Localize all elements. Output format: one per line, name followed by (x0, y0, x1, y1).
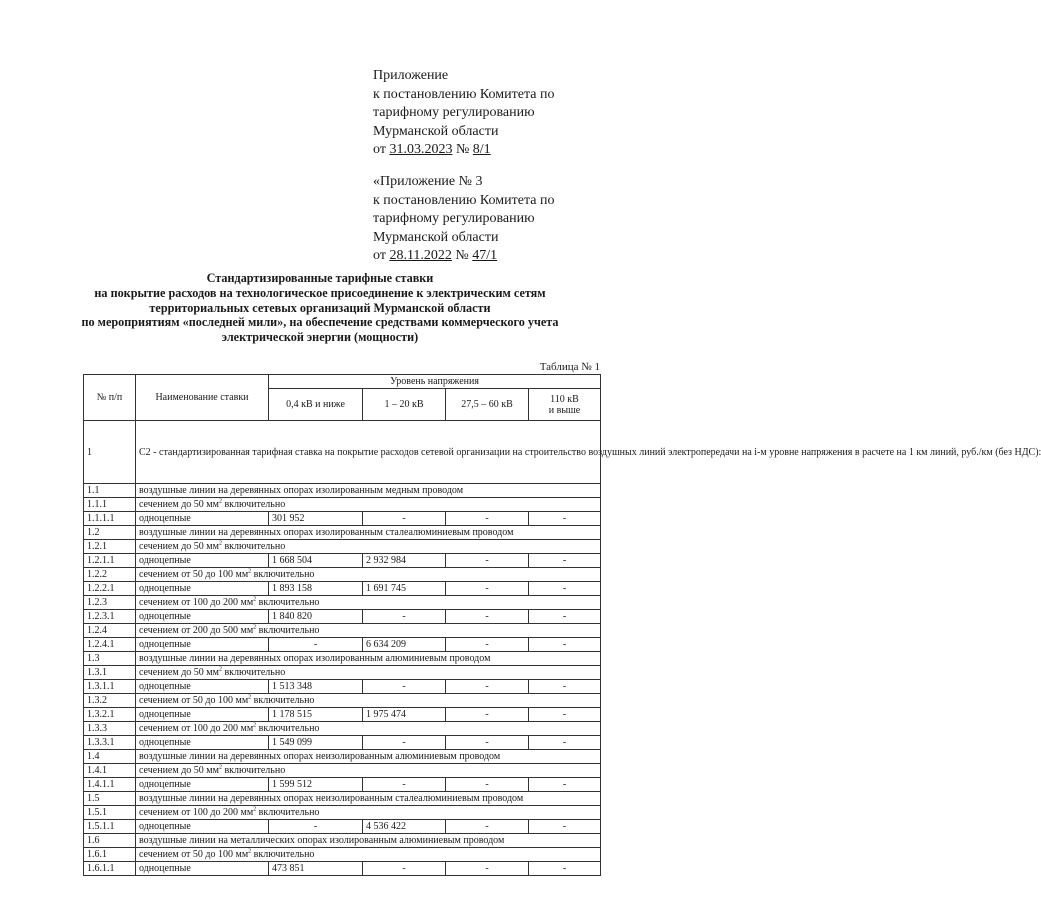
row-name-text: сечением от 100 до 200 мм (139, 597, 254, 608)
rate-value: - (446, 512, 529, 526)
approval-line: «Приложение № 3 (373, 174, 483, 189)
table-row (84, 540, 601, 554)
approval-line: к постановлению Комитета по (373, 192, 555, 208)
row-name-text: воздушные линии на деревянных опорах изолированным сталеалюминиевым проводом (139, 527, 514, 538)
table-row (84, 680, 601, 694)
approval-number-sign: № (455, 142, 470, 158)
superscript-2: 2 (218, 764, 222, 771)
row-name (136, 624, 601, 638)
approval-date: 28.11.2022 (389, 248, 452, 264)
row-number: 1 (84, 421, 136, 484)
rate-value: - (363, 610, 446, 624)
row-name (136, 568, 601, 582)
header-voltage-110 (529, 389, 601, 421)
row-name-suffix: включительно (251, 569, 315, 580)
rate-value: 1 513 348 (269, 680, 363, 694)
row-number: 1.3 (84, 652, 136, 666)
approval-line: Мурманской области (373, 229, 499, 245)
approval-line: тарифному регулированию (373, 211, 535, 227)
table-row (84, 638, 601, 652)
row-number: 1.2.3 (84, 596, 136, 610)
row-name-suffix: включительно (256, 723, 320, 734)
rate-value: 1 691 745 (363, 582, 446, 596)
row-name (136, 498, 601, 512)
table-row (84, 778, 601, 792)
rate-value: - (446, 778, 529, 792)
row-name: одноцепные (136, 680, 269, 694)
table-row (84, 512, 601, 526)
row-name (136, 694, 601, 708)
rate-value: - (363, 778, 446, 792)
row-name-text: сечением от 50 до 100 мм (139, 849, 249, 860)
superscript-2: 2 (253, 624, 257, 631)
rate-value: 1 599 512 (269, 778, 363, 792)
superscript-2: 2 (253, 806, 257, 813)
table-label: Таблица № 1 (539, 361, 600, 373)
row-number: 1.2 (84, 526, 136, 540)
row-name (136, 722, 601, 736)
row-name (136, 540, 601, 554)
table-row (84, 820, 601, 834)
title-line: на покрытие расходов на технологическое присоединение к электрическим сетям (94, 285, 546, 300)
row-number: 1.3.2.1 (84, 708, 136, 722)
title-line: электрической энергии (мощности) (221, 330, 419, 345)
header-voltage-1-20: 1 – 20 кВ (363, 389, 446, 421)
row-name-text: сечением от 100 до 200 мм (139, 807, 254, 818)
title-line: Стандартизированные тарифные ставки (206, 271, 434, 285)
approval-line: Приложение (373, 68, 449, 83)
approval-block-current (373, 67, 628, 160)
superscript-2: 2 (218, 666, 222, 673)
approval-date-line (373, 141, 628, 160)
rate-value: 2 932 984 (363, 554, 446, 568)
rate-value: - (446, 582, 529, 596)
row-name (136, 848, 601, 862)
row-name: одноцепные (136, 554, 269, 568)
header-voltage-04: 0,4 кВ и ниже (269, 389, 363, 421)
rate-value: - (446, 554, 529, 568)
row-name: одноцепные (136, 512, 269, 526)
row-name-text: воздушные линии на деревянных опорах изолированным медным проводом (139, 485, 464, 496)
row-name: одноцепные (136, 862, 269, 876)
row-name-suffix: включительно (221, 541, 286, 552)
row-name (136, 652, 601, 666)
table-row (84, 526, 601, 540)
row-number: 1.4 (84, 750, 136, 764)
row-name (136, 764, 601, 778)
header-voltage-110-line1: 110 кВ (550, 393, 579, 405)
row-name-text: сечением от 100 до 200 мм (139, 723, 254, 734)
rate-value: - (529, 778, 601, 792)
table-row (84, 666, 601, 680)
approval-date-line (373, 247, 628, 266)
row-name-text: сечением от 50 до 100 мм (139, 569, 249, 580)
rate-value: - (529, 582, 601, 596)
rate-value: 1 178 515 (269, 708, 363, 722)
rate-value: - (269, 638, 363, 652)
header-voltage-110-line2: и выше (548, 404, 581, 416)
row-number: 1.3.3.1 (84, 736, 136, 750)
row-number: 1.4.1 (84, 764, 136, 778)
row-number: 1.5.1.1 (84, 820, 136, 834)
table-row (84, 596, 601, 610)
approval-number: 8/1 (472, 142, 491, 158)
table-row (84, 554, 601, 568)
table-row (84, 792, 601, 806)
approval-from: от (373, 142, 386, 158)
title-line: территориальных сетевых организаций Мурманской области (149, 300, 491, 315)
rate-value: - (446, 736, 529, 750)
rate-value: - (529, 680, 601, 694)
row-number: 1.6.1 (84, 848, 136, 862)
title-line: по мероприятиям «последней мили», на обеспечение средствами коммерческого учета (81, 315, 559, 330)
row-number: 1.6 (84, 834, 136, 848)
rate-value: - (363, 512, 446, 526)
table-row (84, 610, 601, 624)
superscript-2: 2 (218, 540, 222, 547)
row-name-suffix: включительно (221, 499, 286, 510)
rate-value: 1 549 099 (269, 736, 363, 750)
table-row (84, 582, 601, 596)
approval-block-original (373, 173, 628, 266)
row-name (136, 484, 601, 498)
rate-value: - (529, 820, 601, 834)
row-name: одноцепные (136, 638, 269, 652)
row-name-suffix: включительно (256, 625, 320, 636)
rate-value: 1 893 158 (269, 582, 363, 596)
approval-from: от (373, 248, 386, 264)
table-row (84, 421, 601, 484)
row-name: одноцепные (136, 736, 269, 750)
table-row (84, 848, 601, 862)
rate-value: - (529, 736, 601, 750)
row-name: одноцепные (136, 820, 269, 834)
row-name-suffix: включительно (256, 597, 320, 608)
row-name: одноцепные (136, 778, 269, 792)
document-title (40, 271, 600, 345)
rate-value: - (446, 680, 529, 694)
row-number: 1.3.1 (84, 666, 136, 680)
header-row-number: № п/п (84, 375, 136, 421)
row-name-text: воздушные линии на металлических опорах изолированным алюминиевым проводом (139, 835, 505, 846)
row-name-text: воздушные линии на деревянных опорах неизолированным сталеалюминиевым проводом (139, 793, 524, 804)
row-number: 1.3.1.1 (84, 680, 136, 694)
approval-date: 31.03.2023 (389, 142, 453, 158)
row-name-text: сечением от 200 до 500 мм (139, 625, 254, 636)
rate-value: - (363, 680, 446, 694)
tariff-table (83, 374, 1041, 876)
table-header-row (84, 375, 601, 389)
row-number: 1.4.1.1 (84, 778, 136, 792)
row-name-text: сечением от 50 до 100 мм (139, 695, 249, 706)
header-rate-name: Наименование ставки (136, 375, 269, 421)
row-name-suffix: включительно (251, 695, 315, 706)
header-voltage-level: Уровень напряжения (269, 375, 601, 389)
approval-number: 47/1 (472, 248, 498, 264)
rate-value: - (363, 736, 446, 750)
rate-value: 6 634 209 (363, 638, 446, 652)
row-number: 1.5.1 (84, 806, 136, 820)
table-row (84, 736, 601, 750)
rate-value: 473 851 (269, 862, 363, 876)
rate-value: 1 975 474 (363, 708, 446, 722)
table-row (84, 568, 601, 582)
row-name (136, 666, 601, 680)
row-number: 1.2.2.1 (84, 582, 136, 596)
row-number: 1.2.4.1 (84, 638, 136, 652)
row-name-suffix: включительно (221, 667, 286, 678)
rate-value: - (529, 862, 601, 876)
table-row (84, 722, 601, 736)
superscript-2: 2 (218, 498, 222, 505)
header-voltage-27-60: 27,5 – 60 кВ (446, 389, 529, 421)
rate-value: - (529, 610, 601, 624)
row-number: 1.5 (84, 792, 136, 806)
row-name-text: сечением до 50 мм (139, 667, 219, 678)
rate-value: - (529, 638, 601, 652)
table-row (84, 750, 601, 764)
approval-line: тарифному регулированию (373, 105, 535, 121)
table-row (84, 806, 601, 820)
row-name-text: сечением до 50 мм (139, 499, 219, 510)
row-name-suffix: включительно (251, 849, 315, 860)
table-row (84, 498, 601, 512)
rate-value: - (446, 862, 529, 876)
row-number: 1.3.2 (84, 694, 136, 708)
rate-value: 4 536 422 (363, 820, 446, 834)
row-name: одноцепные (136, 582, 269, 596)
row-name: одноцепные (136, 610, 269, 624)
rate-value: 1 668 504 (269, 554, 363, 568)
row-number: 1.2.3.1 (84, 610, 136, 624)
row-name (136, 596, 601, 610)
row-number: 1.1 (84, 484, 136, 498)
table-body (84, 421, 1041, 876)
rate-value: - (446, 708, 529, 722)
row-number: 1.6.1.1 (84, 862, 136, 876)
row-number: 1.2.1.1 (84, 554, 136, 568)
rate-value: - (529, 708, 601, 722)
row-number: 1.1.1.1 (84, 512, 136, 526)
rate-value: - (446, 820, 529, 834)
table-row (84, 862, 601, 876)
row-number: 1.2.2 (84, 568, 136, 582)
row-name (136, 526, 601, 540)
rate-c2-description: С2 - стандартизированная тарифная ставка на покрытие расходов сетевой организации на строительство воздушных линий электропередачи на i-м уровне напряжения в расчете на 1 км линий, руб./км (без НДС): (136, 421, 601, 484)
row-name (136, 834, 601, 848)
approval-line: к постановлению Комитета по (373, 86, 555, 102)
approval-line: Мурманской области (373, 123, 499, 139)
rate-value: - (446, 610, 529, 624)
row-number: 1.2.4 (84, 624, 136, 638)
superscript-2: 2 (248, 848, 252, 855)
rate-value: - (363, 862, 446, 876)
row-name (136, 750, 601, 764)
row-name (136, 806, 601, 820)
row-name-suffix: включительно (256, 807, 320, 818)
table-row (84, 694, 601, 708)
row-name-text: воздушные линии на деревянных опорах неизолированным алюминиевым проводом (139, 751, 501, 762)
table-row (84, 652, 601, 666)
approval-number-sign: № (455, 248, 469, 264)
table-row (84, 708, 601, 722)
rate-value: 301 952 (269, 512, 363, 526)
rate-value: 1 840 820 (269, 610, 363, 624)
row-name-text: сечением до 50 мм (139, 765, 219, 776)
row-number: 1.2.1 (84, 540, 136, 554)
superscript-2: 2 (253, 722, 257, 729)
superscript-2: 2 (248, 694, 252, 701)
row-number: 1.3.3 (84, 722, 136, 736)
row-name-suffix: включительно (221, 765, 286, 776)
rate-value: - (529, 512, 601, 526)
rate-value: - (529, 554, 601, 568)
row-name-text: воздушные линии на деревянных опорах изолированным алюминиевым проводом (139, 653, 491, 664)
row-name (136, 792, 601, 806)
table-row (84, 764, 601, 778)
row-name-text: сечением до 50 мм (139, 541, 219, 552)
superscript-2: 2 (248, 568, 252, 575)
table-row (84, 484, 601, 498)
row-name: одноцепные (136, 708, 269, 722)
superscript-2: 2 (253, 596, 257, 603)
table-row (84, 834, 601, 848)
rate-value: - (269, 820, 363, 834)
row-number: 1.1.1 (84, 498, 136, 512)
table-row (84, 624, 601, 638)
rate-value: - (446, 638, 529, 652)
